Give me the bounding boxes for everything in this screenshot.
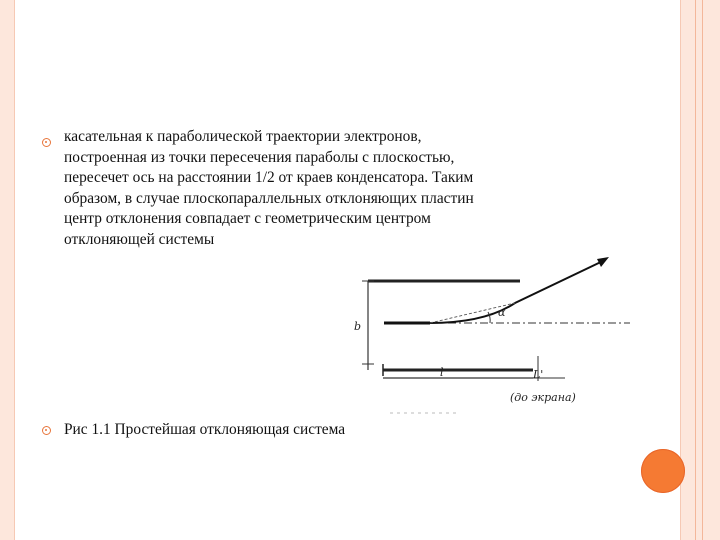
label-alpha: α — [498, 306, 506, 319]
label-l-prime: L' — [533, 368, 544, 381]
label-b: b — [354, 320, 362, 333]
trajectory-arrowhead — [597, 257, 609, 267]
paragraph-text — [64, 127, 624, 251]
label-to-screen: (до экрана) — [510, 391, 576, 404]
deflection-system-diagram — [350, 248, 635, 416]
electron-trajectory — [430, 260, 605, 323]
paragraph-line: центр отклонения совпадает с геометрическим центром — [64, 210, 431, 228]
diagram-svg — [350, 248, 635, 416]
frame-line-outer — [695, 0, 696, 540]
decorative-orange-circle — [641, 449, 685, 493]
frame-line-inner — [702, 0, 703, 540]
paragraph-line: пересечет ось на расстоянии 1/2 от краев конденсатора. Таким — [64, 169, 474, 187]
label-l: l — [440, 366, 444, 379]
paragraph-line: образом, в случае плоскопараллельных отклоняющих пластин — [64, 189, 474, 207]
slide-frame-left — [0, 0, 14, 540]
bullet-icon — [42, 426, 51, 435]
paragraph-line: построенная из точки пересечения параболы с плоскостью, — [64, 148, 455, 166]
deflection-angle-arc — [488, 312, 490, 323]
paragraph-line: касательная к параболической траектории электронов, — [64, 128, 422, 145]
slide-frame-right — [681, 0, 720, 540]
paragraph-line: отклоняющей системы — [64, 230, 215, 248]
figure-caption: Рис 1.1 Простейшая отклоняющая система — [64, 421, 346, 438]
bullet-icon — [42, 138, 51, 147]
